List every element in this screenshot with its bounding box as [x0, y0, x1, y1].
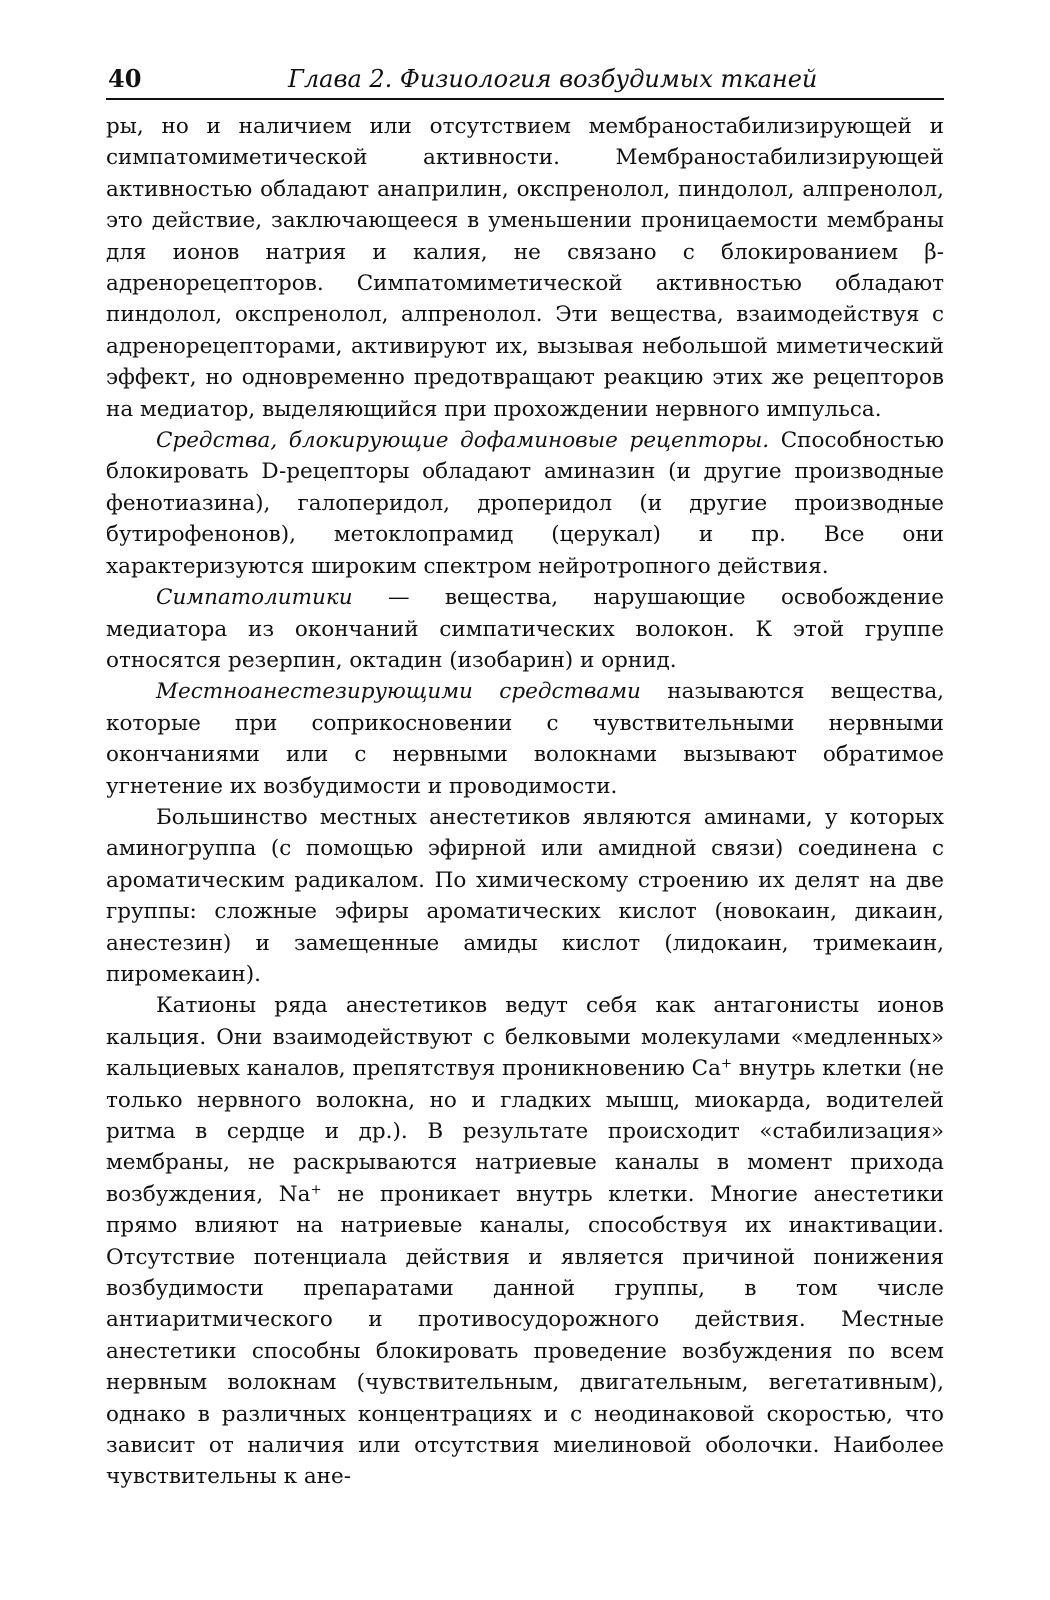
term-sympatholytics: Симпатолитики	[156, 585, 353, 611]
paragraph-text: внутрь клетки (не только нервного волокна, но и гладких мышц, миокарда, водителей ритма в сердце и др.). В результате происходит «стабилизация» мембраны, не раскрываются натриевые каналы в момент прихода возбуждения, Na	[106, 1056, 944, 1207]
paragraph-text: Способностью блокировать D-рецепторы обладают аминазин (и другие производные фенотиазина), галоперидол, дроперидол (и другие производные бутирофенонов), метоклопрамид (церукал) и пр. Все они характеризуются широким спектром нейротропного действия.	[106, 428, 944, 579]
paragraph-local-anesthetics	[106, 676, 944, 802]
page-header	[106, 58, 944, 100]
running-title: Глава 2. Физиология возбудимых тканей	[288, 65, 818, 93]
page-number: 40	[108, 64, 142, 93]
paragraph-text: Катионы ряда анестетиков ведут себя как антагонисты ионов кальция. Они взаимодействуют с белковыми молекулами «медленных» кальциевых каналов, препятствуя проникновению Ca	[106, 993, 944, 1082]
paragraph-text: Большинство местных анестетиков являются аминами, у которых аминогруппа (с помощью эфирной или амидной связи) соединена с ароматическим радикалом. По химическому строению их делят на две группы: сложные эфиры ароматических кислот (новокаин, дикаин, анестезин) и замещенные амиды кислот (лидокаин, тримекаин, пиромекаин).	[106, 804, 944, 987]
paragraph-text: — вещества, нарушающие освобождение медиатора из окончаний симпатических волокон. К этой группе относятся резерпин, октадин (изобарин) и орнид.	[106, 585, 944, 673]
paragraph-anesthetic-cations	[106, 990, 944, 1493]
paragraph-anesthetic-chemistry	[106, 802, 944, 990]
superscript-plus: +	[720, 1056, 733, 1072]
term-local-anesthetics: Местноанестезирующими средствами	[156, 679, 641, 705]
paragraph-text: называются вещества, которые при соприкосновении с чувствительными нервными окончаниями или с нервными волокнами вызывают обратимое угнетение их возбудимости и проводимости.	[106, 679, 944, 799]
paragraph-dopamine-blockers	[106, 425, 944, 582]
superscript-plus: +	[310, 1182, 322, 1198]
page-body	[106, 111, 944, 1493]
paragraph-sympatholytics	[106, 582, 944, 676]
paragraph-text: ры, но и наличием или отсутствием мембраностабилизирующей и симпатомиметической активности. Мембраностабилизирующей активностью обладают анаприлин, окспренолол, пиндолол, алпренолол, это действие, заключающееся в уменьшении проницаемости мембраны для ионов натрия и калия, не связано с блокированием β-адренорецепторов. Симпатомиметической активностью обладают пиндолол, окспренолол, алпренолол. Эти вещества, взаимодействуя с адренорецепторами, активируют их, вызывая небольшой миметический эффект, но одновременно предотвращают реакцию этих же рецепторов на медиатор, выделяющийся при прохождении нервного импульса.	[106, 114, 944, 422]
book-page	[106, 58, 944, 1493]
paragraph-text: не проникает внутрь клетки. Многие анестетики прямо влияют на натриевые каналы, способствуя их инактивации. Отсутствие потенциала действия и является причиной понижения возбудимости препаратами данной группы, в том числе антиаритмического и противосудорожного действия. Местные анестетики способны блокировать проведение возбуждения по всем нервным волокнам (чувствительным, двигательным, вегетативным), однако в различных концентрациях и с неодинаковой скоростью, что зависит от наличия или отсутствия миелиновой оболочки. Наиболее чувствительны к ане-	[106, 1181, 944, 1490]
term-dopamine-blockers: Средства, блокирующие дофаминовые рецепторы.	[156, 428, 770, 454]
paragraph-beta-blockers	[106, 111, 944, 425]
